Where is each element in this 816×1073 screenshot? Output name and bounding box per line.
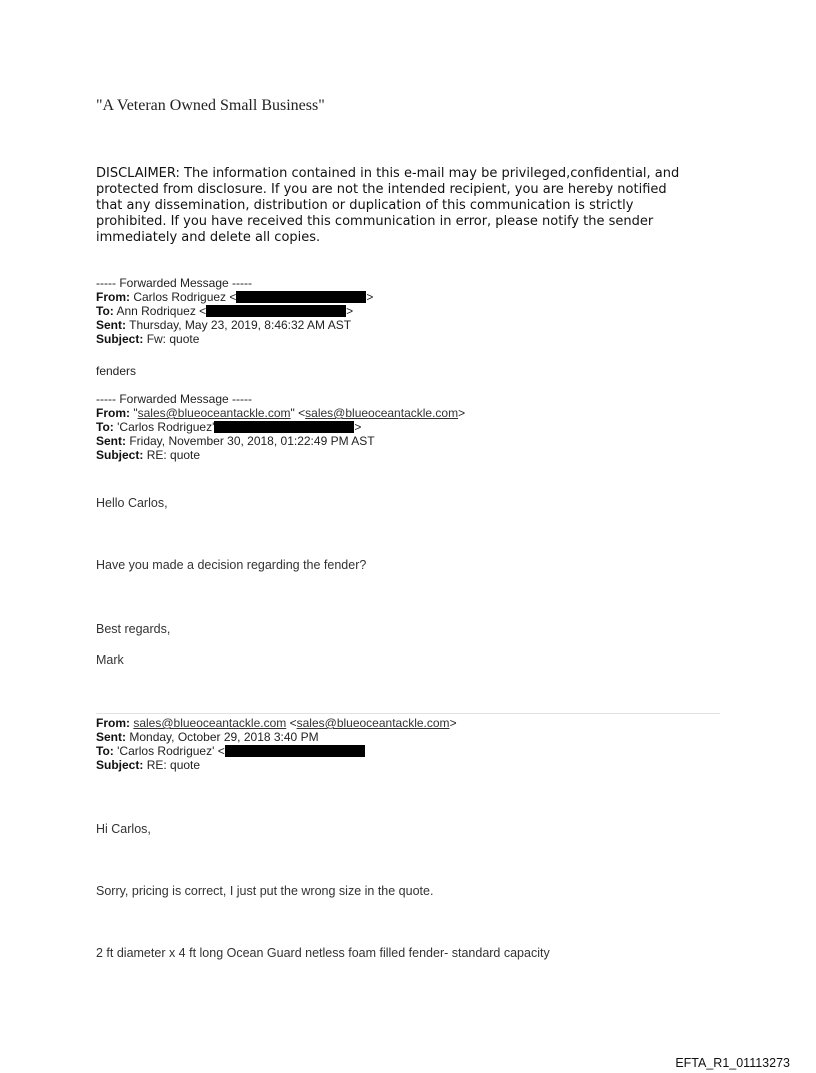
original-message-header: [96, 716, 457, 772]
question-text: Have you made a decision regarding the fender?: [96, 558, 367, 572]
sent-line: [96, 434, 465, 448]
body-line: Sorry, pricing is correct, I just put the wrong size in the quote.: [96, 884, 434, 898]
disclaimer-line: protected from disclosure. If you are not the intended recipient, you are hereby notified: [96, 182, 667, 197]
sender-email-link[interactable]: sales@blueoceantackle.com: [296, 716, 450, 730]
signature: Mark: [96, 653, 124, 667]
to-value: 'Carlos Rodriguez' <: [117, 744, 225, 758]
disclaimer-line: prohibited. If you have received this communication in error, please notify the sender: [96, 214, 654, 229]
to-label: To:: [96, 744, 114, 758]
sender-email-link[interactable]: sales@blueoceantackle.com: [133, 716, 287, 730]
forward-header-1: [96, 276, 373, 346]
forward-marker: ----- Forwarded Message -----: [96, 392, 253, 406]
subject-value: RE: quote: [146, 758, 201, 772]
sent-value: Thursday, May 23, 2019, 8:46:32 AM AST: [129, 318, 352, 332]
sent-label: Sent:: [96, 318, 126, 332]
closing: Best regards,: [96, 622, 171, 636]
redaction-box: [225, 745, 365, 757]
to-line: To: 'Carlos Rodriguez' >: [96, 420, 362, 434]
disclaimer: [96, 166, 679, 246]
to-value: Ann Rodriquez <: [116, 304, 207, 318]
subject-label: Subject:: [96, 332, 144, 346]
sent-label: Sent:: [96, 730, 126, 744]
from-label: From:: [96, 716, 130, 730]
to-line: [96, 744, 457, 758]
subject-line: [96, 448, 465, 462]
redaction-box: [206, 305, 346, 317]
from-line: From: Carlos Rodriguez < >: [96, 290, 374, 304]
message-divider: [96, 713, 720, 714]
sent-line: [96, 318, 373, 332]
to-label: To:: [96, 304, 114, 318]
from-label: From:: [96, 290, 130, 304]
greeting: Hello Carlos,: [96, 496, 168, 510]
subject-label: Subject:: [96, 758, 144, 772]
from-label: From:: [96, 406, 130, 420]
redaction-box: [214, 421, 354, 433]
subject-value: Fw: quote: [146, 332, 200, 346]
disclaimer-line: that any dissemination, distribution or duplication of this communication is strictly: [96, 198, 634, 213]
redaction-box: [236, 291, 366, 303]
disclaimer-line: immediately and delete all copies.: [96, 230, 321, 245]
subject-line: [96, 758, 457, 772]
forward-header-2: [96, 392, 465, 462]
sender-email-link[interactable]: sales@blueoceantackle.com: [137, 406, 291, 420]
from-line: From: sales@blueoceantackle.com <sales@blueoceantackle.com>: [96, 716, 457, 730]
to-label: To:: [96, 420, 114, 434]
sent-label: Sent:: [96, 434, 126, 448]
from-value: Carlos Rodriguez <: [133, 290, 237, 304]
to-value: 'Carlos Rodriguez': [117, 420, 215, 434]
document-id: EFTA_R1_01113273: [675, 1056, 790, 1070]
forward-note: fenders: [96, 364, 137, 378]
sent-line: [96, 730, 457, 744]
greeting: Hi Carlos,: [96, 822, 151, 836]
body-line: 2 ft diameter x 4 ft long Ocean Guard netless foam filled fender- standard capacity: [96, 946, 550, 960]
subject-value: RE: quote: [146, 448, 201, 462]
sent-value: Monday, October 29, 2018 3:40 PM: [129, 730, 319, 744]
sent-value: Friday, November 30, 2018, 01:22:49 PM AST: [129, 434, 375, 448]
disclaimer-line: DISCLAIMER: The information contained in this e-mail may be privileged,confidential, and: [96, 166, 680, 181]
tagline: "A Veteran Owned Small Business": [96, 97, 325, 114]
forward-marker: ----- Forwarded Message -----: [96, 276, 253, 290]
from-line: From: "sales@blueoceantackle.com" <sales@blueoceantackle.com>: [96, 406, 466, 420]
to-line: To: Ann Rodriquez < >: [96, 304, 354, 318]
subject-label: Subject:: [96, 448, 144, 462]
subject-line: [96, 332, 373, 346]
sender-email-link[interactable]: sales@blueoceantackle.com: [305, 406, 459, 420]
